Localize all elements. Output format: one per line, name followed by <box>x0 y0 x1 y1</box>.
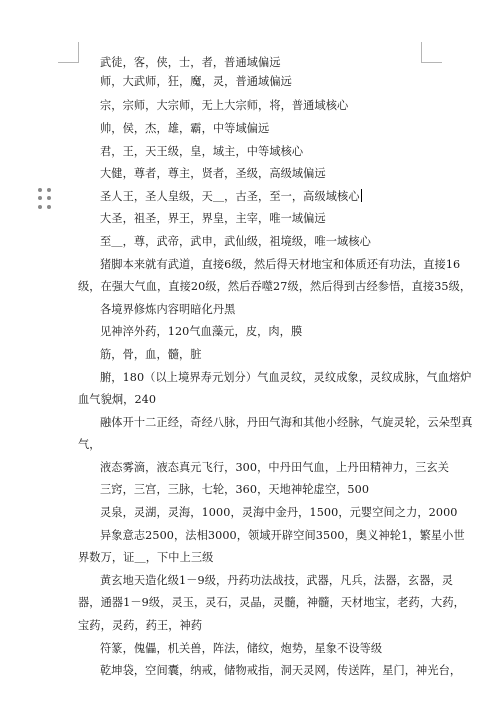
paragraph[interactable]: 融体开十二正经，奇经八脉，丹田气海和其他小经脉，气旋灵轮，云朵型真气， <box>78 415 473 452</box>
paragraph[interactable]: 筋，骨，血，髓，脏 <box>100 347 202 361</box>
paragraph[interactable]: 黄玄地天造化级1－9级，丹药功法战技，武器，凡兵，法器，玄器，灵器，通器1－9级，灵玉，灵石，灵晶，灵髓，神髓，天材地宝，老药，大药，宝药，灵药，药王，神药 <box>78 573 465 633</box>
paragraph[interactable]: 至＿，尊，武帝，武申，武仙级，祖境级，唯一域核心 <box>100 234 371 248</box>
paragraph[interactable]: 乾坤袋，空间囊，纳戒，储物戒指，洞天灵网，传送阵，星门，神光台， <box>100 664 462 678</box>
paragraph[interactable]: 武徒，客，侠，士，者，普通域偏远 <box>100 56 281 69</box>
paragraph[interactable]: 异象意志2500，法相3000，领域开辟空间3500，奥义神轮1，繁星小世界数万，证＿，下中上三级 <box>78 528 465 565</box>
paragraph[interactable]: 大圣，祖圣，界王，界皇，主宰，唯一域偏远 <box>100 212 326 226</box>
page-corner-mark-top-left <box>58 42 79 63</box>
paragraph-with-cursor[interactable] <box>78 186 474 209</box>
paragraph[interactable]: 腑，180（以上境界寿元划分）气血灵纹，灵纹成象，灵纹成脉，气血熔炉血气貌炯，240 <box>78 370 472 407</box>
text-cursor <box>361 189 362 202</box>
paragraph[interactable]: 宗，宗师，大宗师，无上大宗师，将，普通域核心 <box>100 99 349 113</box>
paragraph[interactable]: 符篆，傀儡，机关兽，阵法，储纹，炮势，星象不设等级 <box>100 641 383 655</box>
paragraph[interactable]: 灵泉，灵湖，灵海，1000，灵海中金丹，1500，元婴空间之力，2000 <box>100 506 458 520</box>
paragraph[interactable]: 各境界修炼内容明暗化丹黑 <box>100 302 236 316</box>
paragraph[interactable]: 猪脚本来就有武道，直接6级，然后得天材地宝和体质还有功法，直接16级，在强大气血，直接20级，然后吞噬27级，然后得到古经参悟，直接35级， <box>78 257 472 294</box>
document-body[interactable] <box>78 54 474 683</box>
paragraph[interactable]: 师，大武师，狂，魔，灵，普通域偏远 <box>100 74 292 88</box>
drag-handle-icon[interactable] <box>38 188 52 210</box>
paragraph[interactable]: 见神淬外药，120气血藻元，皮，肉，膜 <box>100 325 303 339</box>
paragraph-text: 圣人王，圣人皇级，天＿，古圣，至一，高级域核心 <box>100 189 360 203</box>
paragraph[interactable]: 帅，侯，杰，雄，霸，中等域偏远 <box>100 121 270 135</box>
paragraph[interactable]: 君，王，天王级，皇，域主，中等域核心 <box>100 144 304 158</box>
paragraph[interactable]: 液态雾滴，液态真元飞行，300，中丹田气血，上丹田精神力，三玄关 <box>100 460 449 474</box>
paragraph[interactable]: 三窍，三宫，三脉，七轮，360，天地神轮虚空，500 <box>100 483 370 497</box>
paragraph[interactable]: 大健，尊者，尊主，贤者，圣级，高级域偏远 <box>100 167 326 181</box>
